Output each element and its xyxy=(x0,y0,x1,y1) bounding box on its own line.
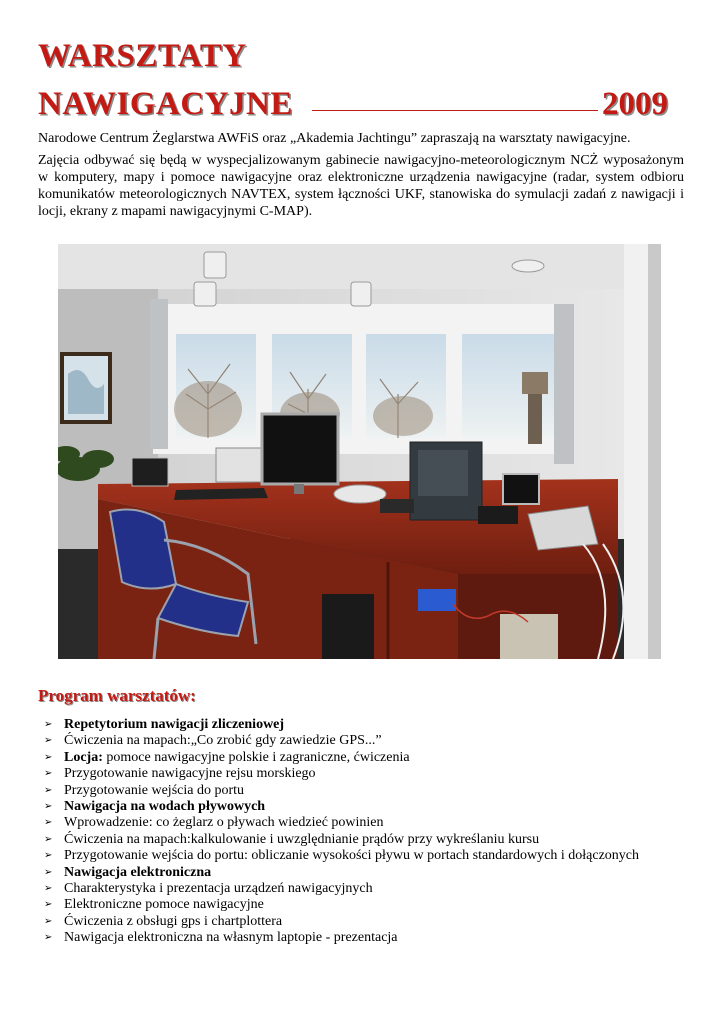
arrow-bullet-icon: ➢ xyxy=(44,784,53,796)
arrow-bullet-icon: ➢ xyxy=(44,768,53,780)
program-item-label: Charakterystyka i prezentacja urządzeń nawigacyjnych xyxy=(64,880,373,896)
program-list-item xyxy=(44,897,639,913)
program-item-label: pomoce nawigacyjne polskie i zagraniczne, ćwiczenia xyxy=(102,749,410,765)
program-list-item xyxy=(44,848,639,864)
arrow-bullet-icon: ➢ xyxy=(44,915,53,927)
classroom-photo xyxy=(58,244,661,659)
program-item-text xyxy=(64,930,398,946)
program-item-label: Ćwiczenia na mapach:„Co zrobić gdy zawiedzie GPS...” xyxy=(64,733,382,749)
program-item-text xyxy=(64,865,211,881)
program-item-label: Przygotowanie nawigacyjne rejsu morskiego xyxy=(64,766,316,782)
program-item-label: Przygotowanie wejścia do portu: obliczanie wysokości pływu w portach standardowych i dołączonych xyxy=(64,848,640,864)
program-item-text xyxy=(64,783,244,799)
program-item-text xyxy=(64,914,282,930)
program-list-item xyxy=(44,717,639,733)
title-divider xyxy=(312,110,598,111)
program-item-label: Repetytorium nawigacji zliczeniowej xyxy=(64,717,285,732)
arrow-bullet-icon: ➢ xyxy=(44,800,53,812)
arrow-bullet-icon: ➢ xyxy=(44,833,53,845)
program-item-text xyxy=(64,832,539,848)
program-item-text xyxy=(64,766,316,782)
program-item-text xyxy=(64,733,382,749)
program-item-label: Nawigacja elektroniczna xyxy=(64,864,212,880)
arrow-bullet-icon: ➢ xyxy=(44,866,53,878)
program-item-text xyxy=(64,848,639,864)
arrow-bullet-icon: ➢ xyxy=(44,751,53,763)
program-item-lead: Locja: xyxy=(64,749,103,765)
arrow-bullet-icon: ➢ xyxy=(44,719,53,730)
program-list-item xyxy=(44,832,639,848)
program-item-label: Ćwiczenia na mapach:kalkulowanie i uwzględnianie prądów przy wykreślaniu kursu xyxy=(64,831,540,847)
program-item-text xyxy=(64,897,264,913)
arrow-bullet-icon: ➢ xyxy=(44,899,53,911)
arrow-bullet-icon: ➢ xyxy=(44,882,53,894)
title-year: 2009 xyxy=(602,86,668,122)
program-item-text xyxy=(64,750,410,766)
program-list-item xyxy=(44,750,639,766)
program-item-text xyxy=(64,799,265,815)
title-line-1: WARSZTATY xyxy=(38,38,247,74)
program-item-text xyxy=(64,881,373,897)
description-paragraph: Zajęcia odbywać się będą w wyspecjalizowanym gabinecie nawigacyjno-meteorologicznym NCŻ wyposażonym w komputery, mapy i pomoce nawigacyjne oraz elektroniczne urządzenia nawigacyjne (radar, system odbioru komunikatów meteorologicznych NAVTEX, system łączności UKF, stanowiska do symulacji zadań z nawigacji i locji, ekrany z mapami nawigacyjnymi C-MAP). xyxy=(38,153,684,219)
arrow-bullet-icon: ➢ xyxy=(44,817,53,829)
program-list-item xyxy=(44,815,639,831)
program-list-item xyxy=(44,766,639,782)
program-list-item xyxy=(44,930,639,946)
program-list-item xyxy=(44,865,639,881)
program-item-label: Nawigacja elektroniczna na własnym laptopie - prezentacja xyxy=(64,930,398,946)
program-item-label: Przygotowanie wejścia do portu xyxy=(64,782,245,798)
program-heading: Program warsztatów: xyxy=(38,686,196,705)
program-list-item xyxy=(44,881,639,897)
program-list-item xyxy=(44,799,639,815)
program-list xyxy=(44,717,639,946)
program-list-item xyxy=(44,733,639,749)
program-list-item xyxy=(44,783,639,799)
program-item-label: Ćwiczenia z obsługi gps i chartplottera xyxy=(64,913,283,929)
program-list-item xyxy=(44,914,639,930)
intro-paragraph: Narodowe Centrum Żeglarstwa AWFiS oraz „Akademia Jachtingu” zapraszają na warsztaty nawigacyjne. xyxy=(38,131,631,146)
program-item-label: Nawigacja na wodach pływowych xyxy=(64,798,266,814)
program-item-label: Wprowadzenie: co żeglarz o pływach wiedzieć powinien xyxy=(64,815,384,831)
program-item-label: Elektroniczne pomoce nawigacyjne xyxy=(64,897,264,913)
program-item-text xyxy=(64,815,384,831)
arrow-bullet-icon: ➢ xyxy=(44,735,53,747)
arrow-bullet-icon: ➢ xyxy=(44,850,53,862)
title-line-2: NAWIGACYJNE xyxy=(38,86,293,122)
program-item-text xyxy=(64,717,284,733)
arrow-bullet-icon: ➢ xyxy=(44,932,53,944)
